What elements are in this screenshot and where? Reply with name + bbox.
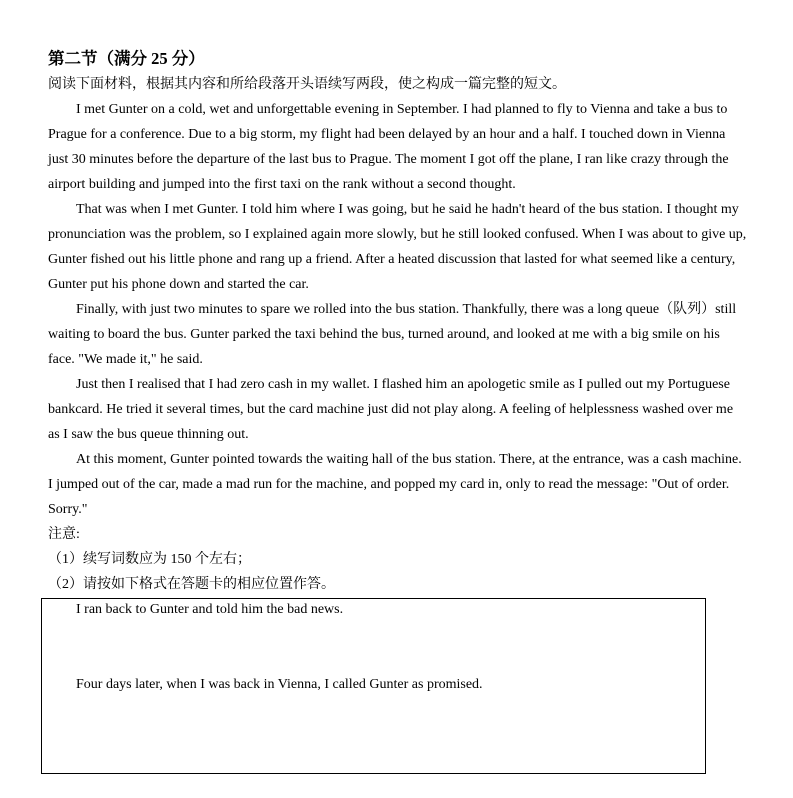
text-line: face. "We made it," he said. [48, 352, 203, 367]
text-line: Just then I realised that I had zero cash in my wallet. I flashed him an apologetic smile as I pulled out my Portuguese [76, 377, 730, 392]
text-line: just 30 minutes before the departure of the last bus to Prague. The moment I got off the plane, I ran like crazy through the [48, 152, 729, 167]
instruction: 阅读下面材料，根据其内容和所给段落开头语续写两段，使之构成一篇完整的短文。 [48, 77, 566, 92]
text-line: Gunter put his phone down and started the car. [48, 277, 309, 292]
text-line: Finally, with just two minutes to spare we rolled into the bus station. Thankfully, there was a long queue（队列）still [76, 302, 737, 317]
text-line: as I saw the bus queue thinning out. [48, 427, 249, 442]
text-line: bankcard. He tried it several times, but the card machine just did not play along. A feeling of helplessness washed over me [48, 402, 734, 417]
answer-opening-2: Four days later, when I was back in Vienna, I called Gunter as promised. [76, 677, 483, 692]
answer-opening-1: I ran back to Gunter and told him the bad news. [76, 602, 344, 617]
text-line: Gunter fished out his little phone and rang up a friend. After a heated discussion that lasted for what seemed like a century, [48, 252, 736, 267]
notes-label: 注意: [48, 527, 80, 542]
note-item: （2）请按如下格式在答题卡的相应位置作答。 [48, 577, 335, 592]
section-title: 第二节（满分 25 分） [48, 49, 205, 68]
note-item: （1）续写词数应为 150 个左右； [48, 552, 251, 567]
text-line: Sorry." [48, 502, 88, 517]
text-line: airport building and jumped into the first taxi on the rank without a second thought. [48, 177, 516, 192]
text-line: Prague for a conference. Due to a big storm, my flight had been delayed by an hour and a half. I touched down in Vienna [48, 127, 726, 142]
text-line: pronunciation was the problem, so I explained again more slowly, but he still looked confused. When I was about to give up, [48, 227, 747, 242]
text-line: That was when I met Gunter. I told him where I was going, but he said he hadn't heard of the bus station. I thought my [76, 202, 739, 217]
text-line: waiting to board the bus. Gunter parked the taxi behind the bus, turned around, and looked at me with a big smile on his [48, 327, 720, 342]
text-line: At this moment, Gunter pointed towards the waiting hall of the bus station. There, at the entrance, was a cash machine. [76, 452, 742, 467]
answer-box [41, 598, 706, 774]
text-line: I met Gunter on a cold, wet and unforgettable evening in September. I had planned to fly to Vienna and take a bus to [76, 102, 728, 117]
text-line: I jumped out of the car, made a mad run for the machine, and popped my card in, only to read the message: "Out of order. [48, 477, 730, 492]
